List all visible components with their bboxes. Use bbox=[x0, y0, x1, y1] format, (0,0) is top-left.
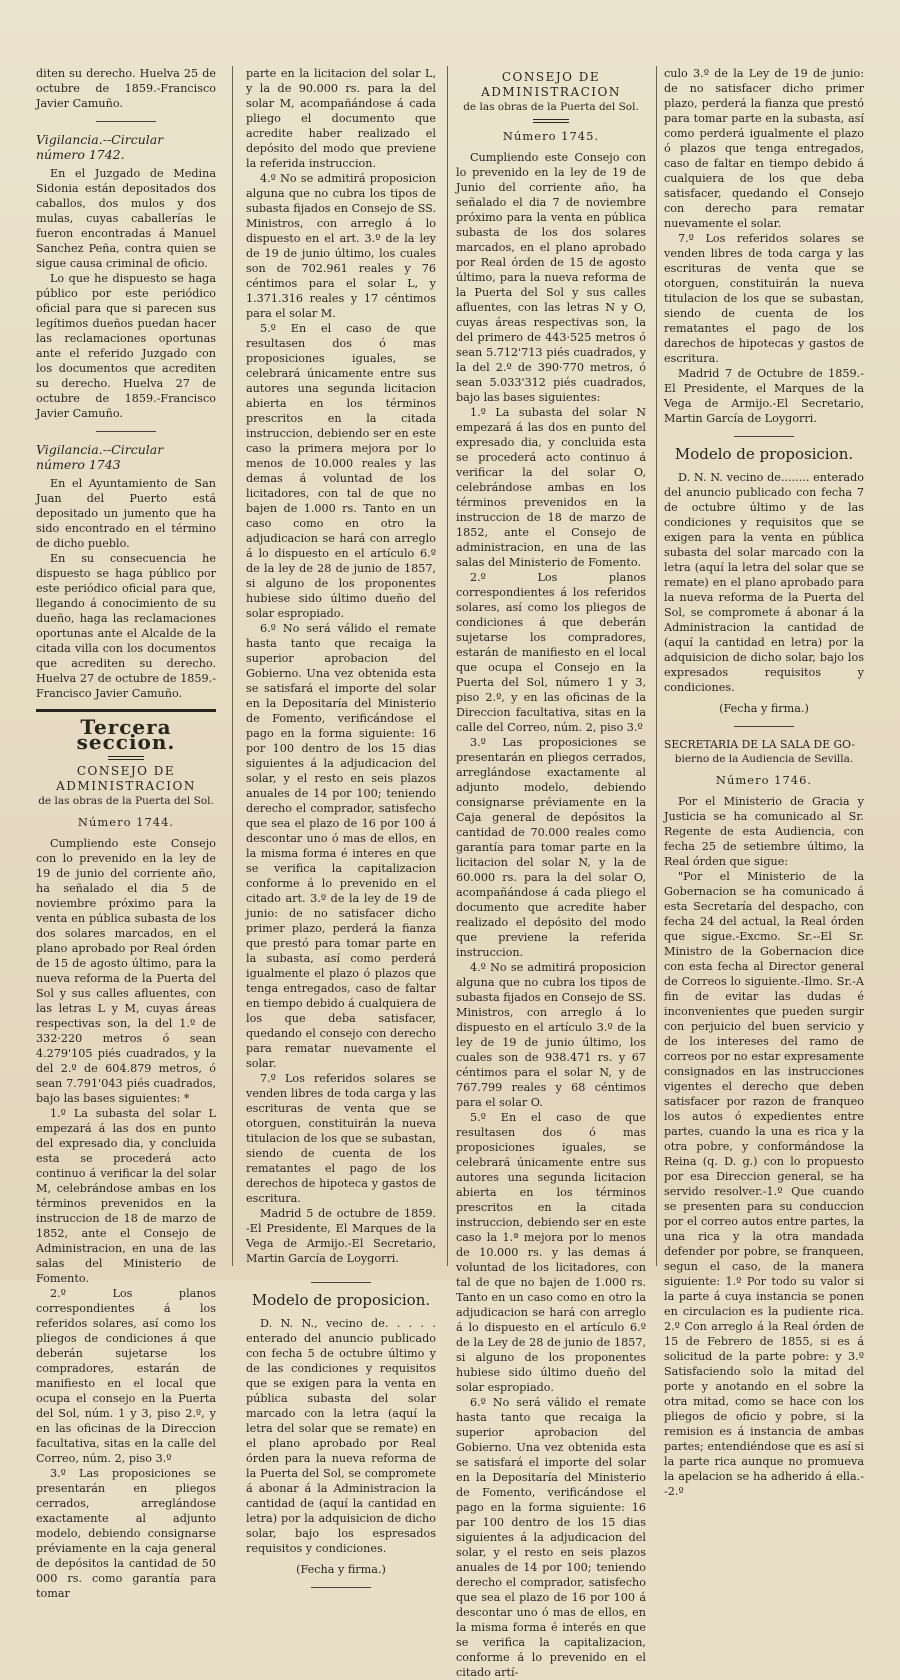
separator bbox=[311, 1282, 371, 1283]
separator bbox=[734, 726, 794, 727]
ornament-rule bbox=[108, 756, 144, 760]
notice-number: Número 1745. bbox=[502, 129, 600, 143]
paragraph: En su consecuencia he dispuesto se haga público por este periódico oficial para que, llegando á conocimiento de su dueño, haga las reclamaciones oportunas ante el Alcalde de la citada villa con los documentos que acrediten su derecho. Huelva 27 de octubre de 1859.-Francisco Javier Camuño. bbox=[36, 552, 216, 700]
paragraph: 6.º No será válido el remate hasta tanto que recaiga la superior aprobacion del Gobierno. Una vez obtenida esta se satisfará el importe del solar en la Depositaría del Ministerio de Fomento, verificándose el pago en la forma siguiente: 16 par 100 dentro de los 15 dias siguientes á la adjudicacion del solar, y el resto en seis plazos anuales de 14 por 100; teniendo derecho el comprador, satisfecho que sea el plazo de 16 por 100 á descontar uno ó mas de ellos, en la misma forma é interés en que se verifica la capitalizacion, conforme á lo prevenido en el citado artí- bbox=[456, 1396, 646, 1679]
model-title: Modelo de proposicion. bbox=[674, 445, 854, 463]
paragraph: 3.º Las proposiciones se presentarán en pliegos cerrados, arreglándose exactamente al adjunto modelo, debiendo consignarse préviamente en la caja general de depósitos la cantidad de 50 000 rs. como garantía para tomar bbox=[36, 1467, 216, 1600]
paragraph: culo 3.º de la Ley de 19 de junio: de no satisfacer dicho primer plazo, perderá la fianza que prestó para tomar parte en la subasta, así como perderá igualmente el plazo ó plazos que tenga entregados, caso de faltar en tiempo debido á cualquiera de los que deba satisfacer, quedando el Consejo con derecho para rematar nuevamente el solar. bbox=[664, 67, 864, 230]
separator bbox=[734, 436, 794, 437]
paragraph: 7.º Los referidos solares se venden libres de toda carga y las escrituras de venta que se otorguen, constituirán la nueva titulacion de los que se subastan, siendo de cuenta de los rematantes el pago de los darechos de hipotecas y gastos de escritura. bbox=[664, 232, 864, 365]
paragraph: 6.º No será válido el remate hasta tanto que recaiga la superior aprobacion del Gobierno. Una vez obtenida esta se satisfará el importe del solar en la Depositaría del Ministerio de Fomento, verificándose el pago en la forma siguiente: 16 por 100 dentro de los 15 dias siguientes á la adjudicacion del solar, y el resto en seis plazos anuales de 14 por 100; teniendo derecho el comprador, satisfecho que sea el plazo de 16 por 100 á descontar uno ó mas de ellos, en la misma forma é interes en que se verifica la capitalizacion conforme á lo prevenido en el citado art. 3.º de la ley de 19 de junio: de no satisfacer dicho primer plazo, perderá la fianza que prestó para tomar parte en la subasta, así como perderá igualmente el plazo ó plazos que tenga entregados, caso de faltar en tiempo debido á cualquiera de los que deba satisfacer, quedando el consejo con derecho para rematar nuevamente el solar. bbox=[246, 622, 436, 1070]
paragraph: 5.º En el caso de que resultasen dos ó mas proposiciones iguales, se celebrará únicamente entre sus autores una segunda licitacion abierta en los términos prescritos en la citada instruccion, debiendo ser en este caso la primera mejora por lo menos de 10.000 reales y las demas á voluntad de los licitadores, con tal de que no bajen de 1.000 rs. Tanto en un caso como en otro la adjudicacion se hará con arreglo á lo dispuesto en el artículo 6.º de la ley de 28 de junio de 1857, si alguno de los proponentes hubiese sido último dueño del solar espropiado. bbox=[246, 322, 436, 620]
paragraph: En el Juzgado de Medina Sidonia están depositados dos caballos, dos mulos y dos mulas, cuyas caballerías le fueron encontradas á Manuel Sanchez Peña, contra quien se sigue causa criminal de oficio. bbox=[36, 167, 216, 270]
signature-line: Madrid 5 de octubre de 1859. -El Presidente, El Marques de la Vega de Armijo.-El Secretario, Martin García de Loygorri. bbox=[246, 1207, 436, 1265]
section-title: Tercera seccion. bbox=[76, 715, 176, 754]
notice-heading: Vigilancia.--Circular número 1743 bbox=[36, 442, 164, 472]
separator bbox=[311, 1587, 371, 1588]
notice-number: Número 1746. bbox=[715, 773, 813, 787]
column-3 bbox=[456, 66, 646, 1679]
paragraph: diten su derecho. Huelva 25 de octubre de 1859.-Francisco Javier Camuño. bbox=[36, 67, 216, 110]
column-divider bbox=[656, 66, 657, 1266]
notice-number: Número 1744. bbox=[77, 815, 175, 829]
paragraph: Por el Ministerio de Gracia y Justicia se ha comunicado al Sr. Regente de esta Audiencia, con fecha 25 de setiembre último, la Real órden que sigue: bbox=[664, 795, 864, 868]
separator bbox=[96, 121, 156, 122]
board-title: CONSEJO DE ADMINISTRACION bbox=[56, 764, 196, 793]
date-signature: (Fecha y firma.) bbox=[719, 702, 809, 715]
paragraph: parte en la licitacion del solar L, y la de 90.000 rs. para la del solar M, acompañándose á cada pliego el documento que acredite haber realizado el depósito del modo que previene la referida instruccion. bbox=[246, 67, 436, 170]
paragraph: Cumpliendo este Consejo con lo prevenido en la ley de 19 de junio del corriente año, ha señalado el dia 5 de noviembre próximo para la venta en pública subasta de los dos solares marcados, en el plano aprobado por Real órden de 15 de agosto último, para la nueva reforma de la Puerta del Sol y sus calles afluentes, con las letras L y M, cuyas áreas respectivas son, la del 1.º de 332·220 metros ó sean 4.279'105 piés cuadrados, y la del 2.º de 604.879 metros, ó sean 7.791'043 piés cuadrados, bajo las bases siguientes: * bbox=[36, 837, 216, 1105]
section-rule bbox=[36, 709, 216, 712]
paragraph: 2.º Los planos correspondientes á los referidos solares, así como los pliegos de condiciones á que deberán sujetarse los compradores, estarán de manifiesto en el local que ocupa el Consejo en la Puerta del Sol, número 1 y 3, piso 2.º, y en las oficinas de la Direccion facultativa, sitas en la calle del Correo, núm. 2, piso 3.º bbox=[456, 571, 646, 734]
model-title: Modelo de proposicion. bbox=[251, 1291, 431, 1309]
paragraph: D. N. N., vecino de. . . . . enterado del anuncio publicado con fecha 5 de octubre último y de las condiciones y requisitos que se exigen para la venta en pública subasta del solar marcado con la letra (aquí la letra del solar que se remate) en el plano aprobado por Real órden para la nueva reforma de la Puerta del Sol, se compromete á abonar á la Administracion la cantidad de (aquí la cantidad en letra) por la adquisicion de dicho solar, bajo los espresados requisitos y condiciones. bbox=[246, 1317, 436, 1555]
signature-line: Madrid 7 de Octubre de 1859.-El Presidente, el Marques de la Vega de Armijo.-El Secretario, Martin García de Loygorri. bbox=[664, 367, 864, 425]
secretariat-heading: SECRETARIA DE LA SALA DE GO- bbox=[664, 738, 856, 751]
paragraph: 1.º La subasta del solar N empezará á las dos en punto del expresado dia, y concluida esta se procederá acto continuo á verificar la del solar O, celebrándose ambas en los términos prevenidos en la instruccion de 18 de marzo de 1852, ante el Consejo de administracion, en una de las salas del Ministerio de Fomento. bbox=[456, 406, 646, 569]
secretariat-subtitle: bierno de la Audiencia de Sevilla. bbox=[674, 753, 854, 765]
paragraph: D. N. N. vecino de........ enterado del anuncio publicado con fecha 7 de octubre último y de las condiciones y requisitos que se exigen para la venta en pública subasta del solar marcado con la letra (aquí la letra del solar que se remate) en el plano aprobado para la nueva reforma de la Puerta del Sol, se compromete á abonar á la Administracion la cantidad de (aquí la cantidad en letra) por la adquisicion de dicho solar, bajo los expresados requisitos y condiciones. bbox=[664, 471, 864, 694]
paragraph: Cumpliendo este Consejo con lo prevenido en la ley de 19 de Junio del corriente año, ha señalado el dia 7 de noviembre próximo para la venta en pública subasta de los dos solares marcados, en el plano aprobado por Real órden de 15 de agosto último, para la nueva reforma de la Puerta del Sol y sus calles afluentes, con las letras N y O, cuyas áreas respectivas son, la del primero de 443·525 metros ó sean 5.712'713 piés cuadrados, y la del 2.º de 390·770 metros, ó sean 5.033'312 piés cuadrados, bajo las bases siguientes: bbox=[456, 151, 646, 404]
column-4 bbox=[664, 66, 864, 1498]
paragraph: 3.º Las proposiciones se presentarán en pliegos cerrados, arreglándose exactamente al adjunto modelo, debiendo consignarse préviamente en la Caja general de depósitos la cantidad de 70.000 reales como garantía para tomar parte en la licitacion del solar N, y la de 60.000 rs. para la del solar O, acompañándose á cada pliego el documento que acredite haber realizado el depósito del modo que previene la referida instruccion. bbox=[456, 736, 646, 959]
paragraph: 1.º La subasta del solar L empezará á las dos en punto del expresado dia, y concluida esta se procederá acto continuo á verificar la del solar M, celebrándose ambas en los términos prevenidos en la instruccion de 18 de marzo de 1852, ante el Consejo de Administracion, en una de las salas del Ministerio de Fomento. bbox=[36, 1107, 216, 1285]
paragraph: 7.º Los referidos solares se venden libres de toda carga y las escrituras de venta que se otorguen, constituirán la nueva titulacion de los que se subastan, siendo de cuenta de los rematantes el pago de los derechos de hipoteca y gastos de escritura. bbox=[246, 1072, 436, 1205]
date-signature: (Fecha y firma.) bbox=[296, 1563, 386, 1576]
column-2 bbox=[246, 66, 436, 1576]
column-divider bbox=[232, 66, 233, 1266]
column-1 bbox=[36, 66, 216, 1600]
ornament-rule bbox=[533, 119, 569, 123]
notice-heading: Vigilancia.--Circular número 1742. bbox=[36, 132, 164, 162]
board-subtitle: de las obras de la Puerta del Sol. bbox=[38, 795, 214, 807]
paragraph: Lo que he dispuesto se haga público por este periódico oficial para que si parecen sus legítimos dueños puedan hacer las reclamaciones oportunas ante el referido Juzgado con los documentos que acrediten su derecho. Huelva 27 de octubre de 1859.-Francisco Javier Camuño. bbox=[36, 272, 216, 420]
paragraph: 2.º Los planos correspondientes á los referidos solares, así como los pliegos de condiciones á que deberán sujetarse los compradores, estarán de manifiesto en el local que ocupa el consejo en la Puerta del Sol, núm. 1 y 3, piso 2.º, y en las oficinas de la Direccion facultativa, sitas en la calle del Correo, núm. 2, piso 3.º bbox=[36, 1287, 216, 1465]
paragraph: 5.º En el caso de que resultasen dos ó mas proposiciones iguales, se celebrará únicamente entre sus autores una segunda licitacion abierta en los términos prescritos en la citada instruccion, debiendo ser en este caso la 1.ª mejora por lo menos de 10.000 rs. y las demas á voluntad de los licitadores, con tal de que no bajen de 1.000 rs. Tanto en un caso como en otro la adjudicacion se hará con arreglo á lo dispuesto en el artículo 6.º de la Ley de 28 de junio de 1857, si alguno de los proponentes hubiese sido último dueño del solar espropiado. bbox=[456, 1111, 646, 1394]
board-subtitle: de las obras de la Puerta del Sol. bbox=[463, 101, 639, 113]
board-title: CONSEJO DE ADMINISTRACION bbox=[481, 70, 621, 99]
paragraph: "Por el Ministerio de la Gobernacion se ha comunicado á esta Secretaría del despacho, con fecha 24 del actual, la Real órden que sigue.-Excmo. Sr.--El Sr. Ministro de la Gobernacion dice con esta fecha al Director general de Correos lo siguiente.-Ilmo. Sr.-A fin de evitar las dudas é inconvenientes que pueden surgir con perjuicio del buen servicio y de los intereses del ramo de correos por no estar expresamente consignados en las instrucciones vigentes el derecho que deben satisfacer por razon de franqueo los autos ó expedientes entre partes, cuando la una es rica y la otra pobre, y conformándose la Reina (q. D. g.) con lo propuesto por esa Direccion general, se ha servido resolver.-1.º Que cuando se presenten para su conduccion por el correo autos entre partes, la una rica y la otra mandada defender por pobre, se franqueen, segun el caso, de la manera siguiente: 1.º Por todo su valor si la parte á cuya instancia se ponen en circulacion es la pudiente rica. 2.º Con arreglo á la Real órden de 15 de Febrero de 1855, si es á solicitud de la parte pobre: y 3.º Satisfaciendo solo la mitad del porte y anotando en el sobre la otra mitad, como se hace con los pliegos de oficio y pobre, si la remision es á instancia de ambas partes; entendiéndose que es así si la parte rica aunque no promueva la apelacion se ha adherido á ella.--2.º bbox=[664, 870, 864, 1498]
paragraph: 4.º No se admitirá proposicion alguna que no cubra los tipos de subasta fijados en Consejo de SS. Ministros, con arreglo á lo dispuesto en el art. 3.º de la ley de 19 de junio último, los cuales son de 702.961 reales y 76 céntimos para el solar L, y 1.371.316 reales y 17 céntimos para el solar M. bbox=[246, 172, 436, 320]
separator bbox=[96, 431, 156, 432]
column-divider bbox=[447, 66, 448, 1266]
paragraph: En el Ayuntamiento de San Juan del Puerto está depositado un jumento que ha sido encontrado en el término de dicho pueblo. bbox=[36, 477, 216, 550]
paragraph: 4.º No se admitirá proposicion alguna que no cubra los tipos de subasta fijados en Consejo de SS. Ministros, con arreglo á lo dispuesto en el artículo 3.º de la ley de 19 de junio último, los cuales son de 938.471 rs. y 67 céntimos para el solar N, y de 767.799 reales y 68 céntimos para el solar O. bbox=[456, 961, 646, 1109]
